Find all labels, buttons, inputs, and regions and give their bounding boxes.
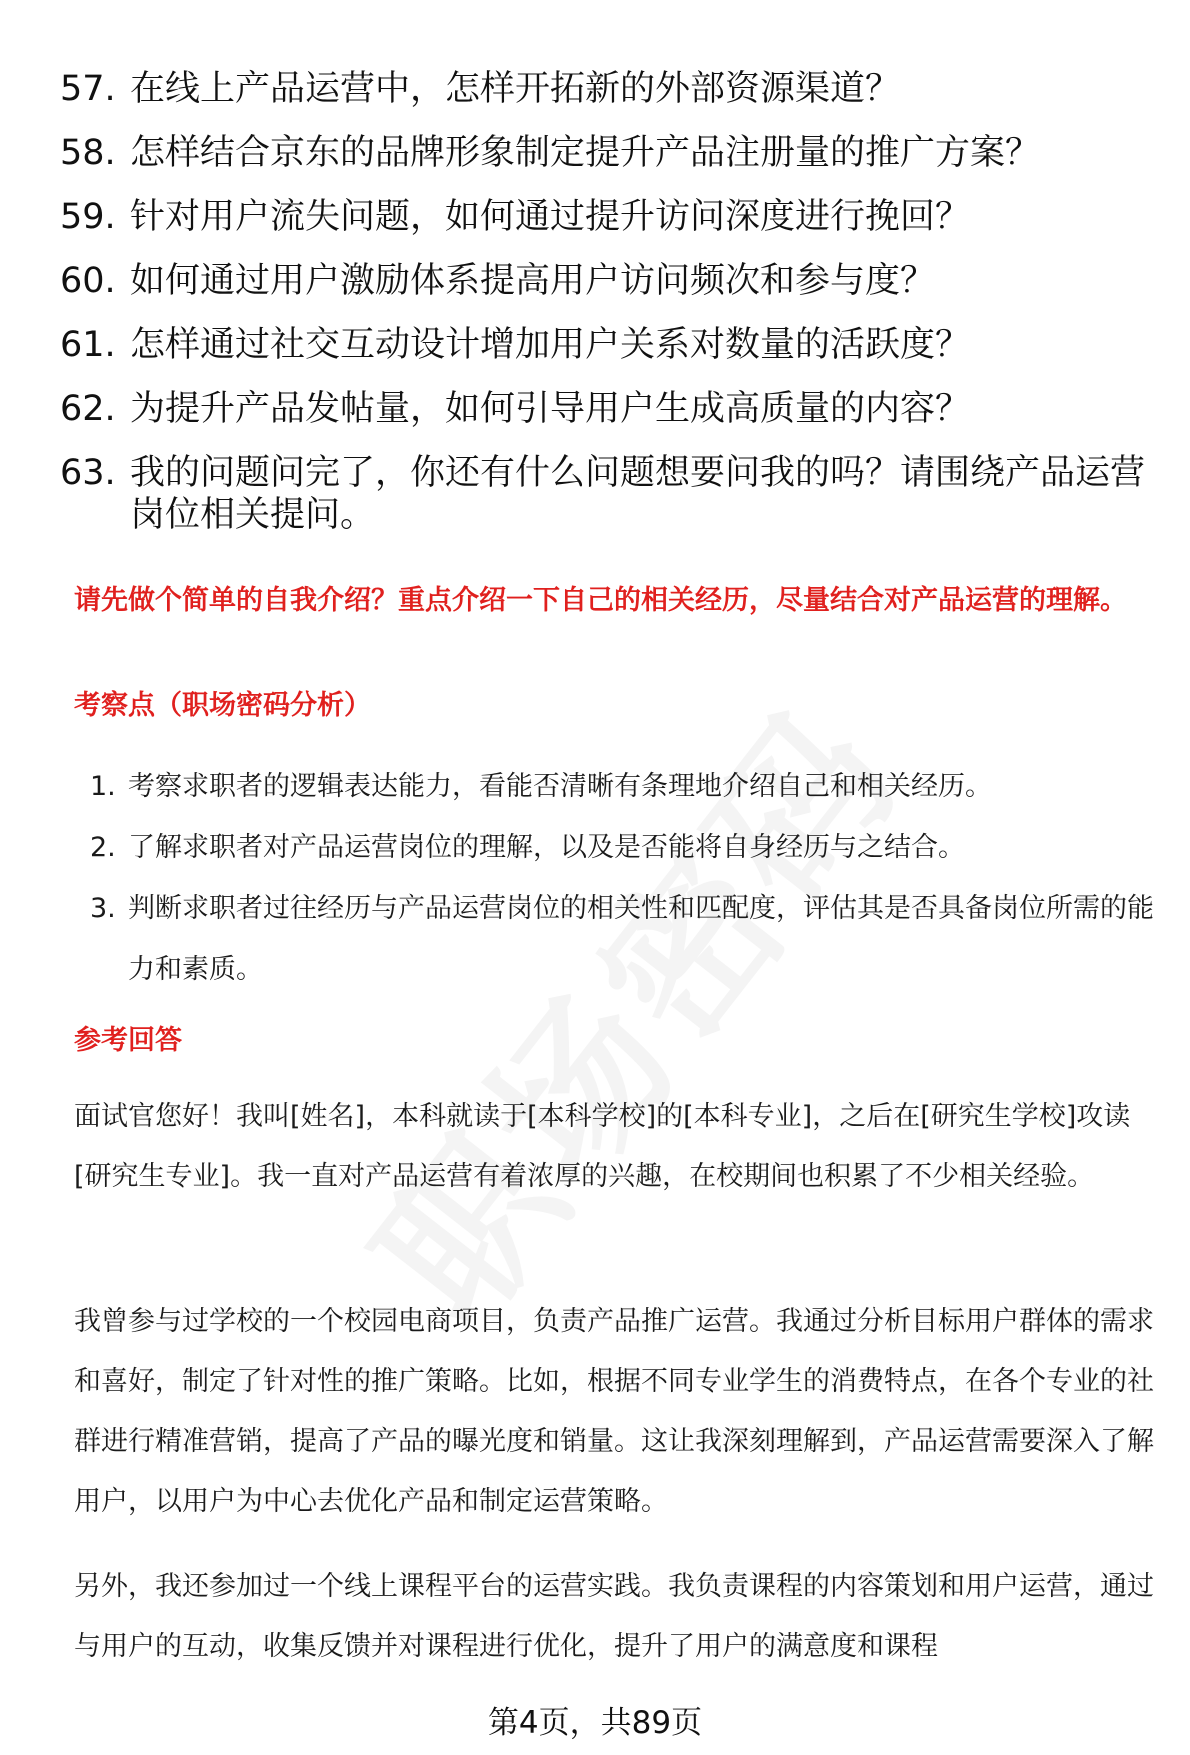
item-number: 2. [90, 832, 116, 863]
answer-heading: 参考回答 [74, 1025, 182, 1056]
item-number: 58. [60, 133, 116, 173]
answer-paragraph: 面试官您好！我叫[姓名]，本科就读于[本科学校]的[本科专业]，之后在[研究生学校]攻读[研究生专业]。我一直对产品运营有着浓厚的兴趣，在校期间也积累了不少相关经验。 [74, 1101, 1131, 1192]
item-number: 3. [90, 893, 116, 924]
item-number: 63. [60, 453, 116, 493]
list-item [60, 68, 1160, 110]
answer-paragraph: 另外，我还参加过一个线上课程平台的运营实践。我负责课程的内容策划和用户运营，通过与用户的互动，收集反馈并对课程进行优化，提升了用户的满意度和课程 [74, 1571, 1154, 1662]
list-item [60, 196, 1160, 238]
question-list [60, 68, 1160, 558]
list-item [90, 756, 1160, 817]
item-number: 62. [60, 389, 116, 429]
item-text: 判断求职者过往经历与产品运营岗位的相关性和匹配度，评估其是否具备岗位所需的能力和素质。 [128, 893, 1154, 985]
item-text: 针对用户流失问题，如何通过提升访问深度进行挽回？ [130, 197, 971, 237]
list-item [60, 132, 1160, 174]
interview-question-heading: 请先做个简单的自我介绍？重点介绍一下自己的相关经历，尽量结合对产品运营的理解。 [74, 585, 1127, 616]
list-item [90, 878, 1160, 1000]
analysis-heading: 考察点（职场密码分析） [74, 690, 371, 721]
item-text: 如何通过用户激励体系提高用户访问频次和参与度？ [130, 261, 936, 301]
item-text: 为提升产品发帖量，如何引导用户生成高质量的内容？ [130, 389, 971, 429]
list-item [60, 324, 1160, 366]
item-number: 59. [60, 197, 116, 237]
item-number: 60. [60, 261, 116, 301]
item-text: 考察求职者的逻辑表达能力，看能否清晰有条理地介绍自己和相关经历。 [128, 771, 992, 802]
list-item [60, 452, 1160, 536]
item-text: 了解求职者对产品运营岗位的理解，以及是否能将自身经历与之结合。 [128, 832, 965, 863]
item-number: 61. [60, 325, 116, 365]
item-number: 1. [90, 771, 116, 802]
item-number: 57. [60, 69, 116, 109]
analysis-points-list [90, 756, 1160, 1000]
list-item [60, 388, 1160, 430]
item-text: 怎样通过社交互动设计增加用户关系对数量的活跃度？ [130, 325, 971, 365]
item-text: 在线上产品运营中，怎样开拓新的外部资源渠道？ [130, 69, 901, 109]
page-footer: 第4页，共89页 [487, 1705, 703, 1741]
answer-paragraph: 我曾参与过学校的一个校园电商项目，负责产品推广运营。我通过分析目标用户群体的需求和喜好，制定了针对性的推广策略。比如，根据不同专业学生的消费特点，在各个专业的社群进行精准营销，提高了产品的曝光度和销量。这让我深刻理解到，产品运营需要深入了解用户，以用户为中心去优化产品和制定运营策略。 [74, 1306, 1154, 1517]
list-item [90, 817, 1160, 878]
list-item [60, 260, 1160, 302]
item-text: 我的问题问完了，你还有什么问题想要问我的吗？请围绕产品运营岗位相关提问。 [130, 453, 1146, 535]
item-text: 怎样结合京东的品牌形象制定提升产品注册量的推广方案？ [130, 133, 1041, 173]
